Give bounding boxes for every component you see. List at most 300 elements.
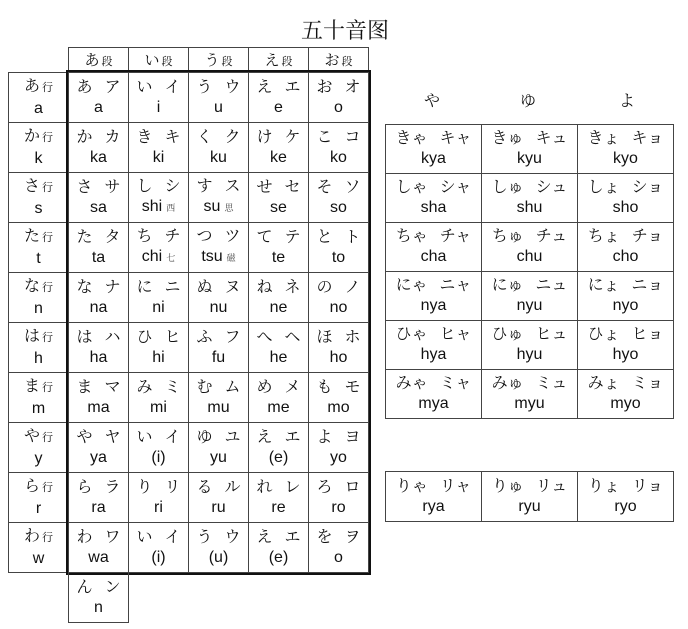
kana-cell	[309, 273, 369, 323]
kana-cell	[578, 321, 674, 370]
romaji-line	[386, 295, 481, 317]
katakana: ソ	[344, 176, 361, 196]
kana-pair	[482, 128, 577, 148]
romaji: o	[334, 548, 343, 566]
hiragana: ひ	[136, 326, 153, 346]
romaji: hya	[420, 346, 447, 363]
katakana: シャ	[439, 177, 472, 196]
romaji-line	[386, 496, 481, 518]
row-label-romaji: s	[34, 199, 43, 217]
hiragana: にゃ	[395, 275, 428, 294]
katakana: ミョ	[631, 373, 664, 392]
hiragana: に	[136, 276, 153, 296]
column-header	[189, 48, 249, 72]
hiragana: い	[136, 426, 153, 446]
kana-cell	[249, 323, 309, 373]
yoon-row	[386, 321, 674, 370]
hiragana: る	[196, 476, 213, 496]
romaji-line	[578, 393, 673, 415]
romaji-line	[309, 347, 368, 369]
katakana: エ	[284, 526, 301, 546]
romaji-line	[129, 347, 188, 369]
romaji: shi	[141, 197, 163, 215]
row-label-kana: や	[23, 425, 40, 445]
hiragana: にゅ	[491, 275, 524, 294]
kana-pair	[189, 527, 248, 547]
hiragana: こ	[316, 126, 333, 146]
romaji: ra	[91, 498, 106, 516]
kana-cell	[482, 125, 578, 174]
pronunciation-note: 七	[166, 253, 176, 264]
kana-cell	[309, 73, 369, 123]
kana-pair	[386, 128, 481, 148]
romaji-line	[249, 347, 308, 369]
kana-pair	[69, 277, 128, 297]
kana-pair	[482, 324, 577, 344]
romaji-line	[386, 393, 481, 415]
katakana: ハ	[104, 326, 121, 346]
gojuon-row	[69, 223, 369, 273]
katakana: ニョ	[631, 275, 664, 294]
katakana: マ	[104, 376, 121, 396]
romaji-line	[309, 447, 368, 469]
page-title: 五十音图	[300, 19, 389, 44]
column-header-kana: え	[264, 51, 280, 69]
hiragana: と	[316, 226, 333, 246]
romaji: mo	[327, 398, 350, 416]
romaji-line	[249, 497, 308, 519]
column-header-kana: う	[204, 51, 220, 69]
yoon-row	[386, 174, 674, 223]
hiragana: みょ	[587, 373, 620, 392]
kana-cell	[129, 423, 189, 473]
romaji-line	[578, 344, 673, 366]
katakana: ミ	[164, 376, 181, 396]
romaji-line	[69, 247, 128, 269]
kana-cell	[386, 125, 482, 174]
katakana: レ	[284, 476, 301, 496]
romaji: myo	[610, 395, 641, 412]
katakana: チャ	[439, 226, 472, 245]
column-header-row	[68, 47, 369, 72]
kana-cell	[69, 423, 129, 473]
row-label-kana-line	[9, 426, 68, 448]
row-label-kana: あ	[23, 75, 40, 95]
kana-pair	[482, 373, 577, 393]
katakana: ニュ	[535, 275, 568, 294]
romaji: ya	[90, 448, 107, 466]
katakana: チ	[164, 225, 181, 245]
kana-pair	[129, 427, 188, 447]
romaji: chi	[141, 247, 163, 265]
katakana: キ	[164, 126, 181, 146]
hiragana: わ	[76, 526, 93, 546]
romaji: so	[330, 198, 347, 216]
katakana: エ	[284, 426, 301, 446]
kana-pair	[578, 177, 673, 197]
row-label-kana: さ	[23, 175, 40, 195]
hiragana: りょ	[587, 475, 620, 495]
romaji-line	[189, 147, 248, 169]
hiragana: の	[316, 276, 333, 296]
kana-pair	[189, 377, 248, 397]
romaji-line	[189, 246, 248, 270]
romaji: ka	[90, 148, 107, 166]
hiragana: て	[256, 226, 273, 246]
romaji: nyo	[612, 297, 639, 314]
kana-pair	[309, 77, 368, 97]
romaji-line	[578, 295, 673, 317]
kana-cell	[129, 123, 189, 173]
romaji-line	[189, 97, 248, 119]
kana-pair	[482, 226, 577, 246]
kana-pair	[69, 127, 128, 147]
row-label-suffix: 行	[42, 230, 53, 244]
kana-pair	[578, 128, 673, 148]
katakana: ネ	[284, 276, 301, 296]
row-label-suffix: 行	[42, 530, 53, 544]
romaji: mu	[207, 398, 230, 416]
hiragana: を	[316, 526, 333, 546]
row-label-kana: か	[23, 125, 40, 145]
romaji-line	[189, 497, 248, 519]
romaji-line	[69, 197, 128, 219]
kana-pair	[129, 176, 188, 196]
hiragana: そ	[316, 176, 333, 196]
kana-pair	[249, 327, 308, 347]
romaji-line	[129, 447, 188, 469]
katakana: ニ	[164, 276, 181, 296]
kana-cell	[578, 223, 674, 272]
romaji: ni	[152, 298, 165, 316]
romaji-line	[69, 147, 128, 169]
hiragana: み	[136, 376, 153, 396]
romaji: kya	[421, 150, 446, 167]
hiragana: りゃ	[395, 475, 428, 495]
katakana: ヒ	[164, 326, 181, 346]
hiragana: ね	[256, 276, 273, 296]
romaji: ta	[91, 248, 106, 266]
column-header-kana: あ	[84, 51, 100, 69]
hiragana: か	[76, 126, 93, 146]
kana-cell	[309, 473, 369, 523]
gojuon-row	[69, 273, 369, 323]
hiragana: や	[76, 426, 93, 446]
row-label-kana-line	[9, 376, 68, 398]
gojuon-row	[69, 473, 369, 523]
kana-cell	[69, 173, 129, 223]
romaji: o	[334, 98, 343, 116]
hiragana: り	[136, 476, 153, 496]
kana-cell	[129, 73, 189, 123]
katakana: キャ	[439, 128, 472, 147]
kana-pair	[129, 127, 188, 147]
hiragana: け	[256, 126, 273, 146]
katakana: ス	[224, 175, 241, 195]
romaji-line	[189, 547, 248, 569]
romaji: hi	[152, 348, 165, 366]
hiragana: ちょ	[587, 226, 620, 245]
kana-pair	[386, 476, 481, 496]
kana-cell	[129, 173, 189, 223]
row-label-romaji: r	[35, 499, 42, 517]
romaji: su	[203, 197, 221, 215]
gojuon-row	[69, 323, 369, 373]
katakana: ユ	[224, 426, 241, 446]
romaji: (e)	[268, 548, 289, 566]
kana-cell	[189, 173, 249, 223]
row-label	[9, 123, 69, 173]
kana-pair	[309, 127, 368, 147]
kana-cell	[309, 423, 369, 473]
kana-pair	[129, 527, 188, 547]
romaji: se	[270, 198, 287, 216]
kana-cell	[309, 323, 369, 373]
romaji-line	[249, 97, 308, 119]
romaji-line	[189, 447, 248, 469]
kana-pair	[578, 476, 673, 496]
katakana: ウ	[224, 76, 241, 96]
kana-pair	[309, 327, 368, 347]
row-label-column	[8, 72, 69, 573]
kana-cell	[69, 73, 129, 123]
hiragana: い	[136, 526, 153, 546]
romaji-line	[386, 197, 481, 219]
kana-cell	[249, 373, 309, 423]
row-label	[9, 73, 69, 123]
kana-cell	[578, 174, 674, 223]
yoon-row	[386, 272, 674, 321]
romaji-line	[249, 297, 308, 319]
kana-cell	[129, 323, 189, 373]
yoon-grid	[385, 124, 674, 419]
romaji-line	[129, 397, 188, 419]
romaji: chu	[516, 248, 543, 265]
row-label-kana-line	[9, 326, 68, 348]
row-label-suffix: 行	[42, 380, 53, 394]
kana-pair	[249, 427, 308, 447]
katakana: リョ	[631, 475, 664, 495]
hiragana: も	[316, 376, 333, 396]
kana-cell	[189, 273, 249, 323]
row-label-suffix: 行	[42, 80, 53, 94]
kana-cell	[69, 473, 129, 523]
katakana: ロ	[344, 476, 361, 496]
kana-pair	[129, 277, 188, 297]
katakana: フ	[224, 326, 241, 346]
column-header-kana: い	[144, 51, 160, 69]
kana-pair	[249, 377, 308, 397]
kana-pair	[189, 277, 248, 297]
yoon-row	[386, 125, 674, 174]
kana-pair	[189, 427, 248, 447]
hiragana: ほ	[316, 326, 333, 346]
katakana: ト	[344, 226, 361, 246]
katakana: ア	[104, 76, 121, 96]
hiragana: く	[196, 126, 213, 146]
kana-pair	[309, 177, 368, 197]
hiragana: う	[196, 76, 213, 96]
hiragana: よ	[316, 426, 333, 446]
kana-pair	[129, 327, 188, 347]
romaji: ko	[330, 148, 347, 166]
romaji: nu	[209, 298, 228, 316]
hiragana: む	[196, 376, 213, 396]
yoon-header-yu: ゆ	[520, 91, 537, 110]
romaji: sha	[420, 199, 447, 216]
romaji: ho	[329, 348, 348, 366]
kana-pair	[309, 477, 368, 497]
romaji-line	[309, 247, 368, 269]
katakana: カ	[104, 126, 121, 146]
kana-pair	[386, 275, 481, 295]
romaji-line	[578, 496, 673, 518]
katakana: イ	[164, 426, 181, 446]
kana-pair	[249, 277, 308, 297]
romaji-line	[482, 197, 577, 219]
katakana: エ	[284, 76, 301, 96]
katakana: ヒョ	[631, 324, 664, 343]
romaji-line	[69, 97, 128, 119]
romaji: ku	[210, 148, 227, 166]
row-label	[9, 423, 69, 473]
row-label-kana: ら	[23, 475, 40, 495]
romaji: ri	[154, 498, 163, 516]
kana-cell	[69, 323, 129, 373]
row-label-suffix: 行	[42, 180, 53, 194]
hiragana: さ	[76, 176, 93, 196]
romaji: u	[214, 98, 223, 116]
katakana: ミュ	[535, 373, 568, 392]
romaji-line	[482, 246, 577, 268]
kana-pair	[309, 527, 368, 547]
gojuon-row	[69, 123, 369, 173]
romaji-line	[189, 347, 248, 369]
katakana: ヒュ	[535, 324, 568, 343]
yoon-header-ya: や	[424, 91, 441, 110]
hiragana: え	[256, 76, 273, 96]
kana-cell	[69, 523, 129, 573]
kana-cell	[129, 373, 189, 423]
hiragana: う	[196, 526, 213, 546]
kana-pair	[189, 477, 248, 497]
romaji: cha	[420, 248, 447, 265]
row-label-kana-line	[9, 126, 68, 148]
kana-cell	[578, 472, 674, 522]
kana-pair	[69, 327, 128, 347]
romaji: ke	[270, 148, 287, 166]
kana-pair	[482, 177, 577, 197]
hiragana: きゃ	[395, 128, 428, 147]
hiragana: ん	[76, 576, 93, 596]
katakana: ヒャ	[439, 324, 472, 343]
kana-cell	[249, 273, 309, 323]
romaji: i	[156, 98, 161, 116]
kana-pair	[309, 227, 368, 247]
romaji: na	[89, 298, 108, 316]
kana-pair	[189, 176, 248, 196]
katakana: ル	[224, 476, 241, 496]
hiragana: みゃ	[395, 373, 428, 392]
hiragana: す	[196, 175, 213, 195]
katakana: キョ	[631, 128, 664, 147]
yoon-row	[386, 370, 674, 419]
hiragana: れ	[256, 476, 273, 496]
row-label-kana-line	[9, 176, 68, 198]
romaji-line	[578, 148, 673, 170]
katakana: ク	[224, 126, 241, 146]
romaji: wa	[88, 548, 109, 566]
katakana: ツ	[224, 225, 241, 245]
kana-pair	[386, 226, 481, 246]
column-header-suffix: 段	[281, 55, 293, 68]
katakana: リュ	[535, 475, 568, 495]
romaji-line	[482, 344, 577, 366]
katakana: ヤ	[104, 426, 121, 446]
pronunciation-note: 思	[224, 203, 234, 214]
romaji-line	[69, 547, 128, 569]
romaji-line	[578, 246, 673, 268]
kana-cell	[482, 321, 578, 370]
hiragana: ちゅ	[491, 226, 524, 245]
romaji: hyu	[516, 346, 543, 363]
kana-cell	[189, 223, 249, 273]
kana-pair	[69, 427, 128, 447]
hiragana: ま	[76, 376, 93, 396]
hiragana: ら	[76, 476, 93, 496]
romaji: e	[274, 98, 283, 116]
row-label-kana: た	[23, 225, 40, 245]
katakana: セ	[284, 176, 301, 196]
romaji: a	[94, 98, 103, 116]
kana-pair	[69, 227, 128, 247]
katakana: ヲ	[344, 526, 361, 546]
romaji-line	[578, 197, 673, 219]
kana-cell	[69, 273, 129, 323]
kana-cell	[482, 472, 578, 522]
gojuon-row	[69, 73, 369, 123]
row-label-kana: ま	[23, 375, 40, 395]
kana-cell	[482, 370, 578, 419]
column-header-kana: お	[324, 51, 340, 69]
katakana: メ	[284, 376, 301, 396]
kana-pair	[386, 324, 481, 344]
hiragana: しゅ	[491, 177, 524, 196]
katakana: リャ	[439, 475, 472, 495]
kana-cell	[309, 173, 369, 223]
kana-pair	[249, 477, 308, 497]
column-header	[249, 48, 309, 72]
kana-pair	[578, 275, 673, 295]
hiragana: ぬ	[196, 276, 213, 296]
katakana: イ	[164, 76, 181, 96]
hiragana: しょ	[587, 177, 620, 196]
column-header	[129, 48, 189, 72]
row-label-romaji: k	[34, 149, 43, 167]
romaji-line	[309, 497, 368, 519]
romaji-line	[129, 547, 188, 569]
romaji-line	[482, 295, 577, 317]
kana-pair	[129, 377, 188, 397]
romaji-line	[482, 496, 577, 518]
kana-cell	[309, 123, 369, 173]
katakana: テ	[284, 226, 301, 246]
katakana: ミャ	[439, 373, 472, 392]
gojuon-row	[69, 523, 369, 573]
romaji: sa	[90, 198, 107, 216]
hiragana: にょ	[587, 275, 620, 294]
row-label	[9, 323, 69, 373]
